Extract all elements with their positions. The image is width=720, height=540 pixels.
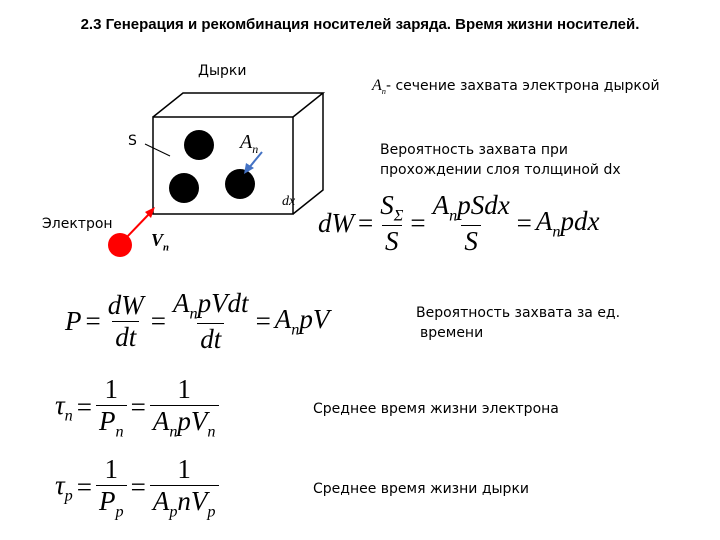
equation-tau-p: $\tau_p$ = $\frac{1}{P_p}$ = $\frac{1}{A_pnV_p}$ <box>55 454 219 521</box>
electron-label: Электрон <box>42 216 113 232</box>
tau-p-note: Среднее время жизни дырки <box>313 481 530 497</box>
s-pointer-line <box>145 144 170 156</box>
an-label: $A_n$ <box>240 131 259 156</box>
cross-section-label: $A_n-$ сечение захвата электрона дыркой <box>372 77 660 96</box>
vn-label: $V_n$ <box>151 230 170 254</box>
prob-time-line2: времени <box>420 325 484 341</box>
hole-2 <box>169 173 199 203</box>
prob-layer-line1: Вероятность захвата при <box>380 142 568 158</box>
prob-layer-line2: прохождении слоя толщиной dx <box>380 162 621 178</box>
velocity-arrow <box>126 213 150 238</box>
equation-p: P = $\frac{dW}{dt}$ = $\frac{A_npVdt}{dt}$ = $A_npV$ <box>65 288 330 355</box>
equation-tau-n: $\tau_n$ = $\frac{1}{P_n}$ = $\frac{1}{A_npV_n}$ <box>55 374 219 441</box>
hole-1 <box>184 130 214 160</box>
equation-dw: dW = $\frac{S_\Sigma}{S}$ = $\frac{A_npSdx}{S}$ = $A_npdx$ <box>318 190 600 257</box>
s-label: S <box>128 133 137 149</box>
cube-top-face <box>153 93 323 117</box>
hole-3 <box>225 169 255 199</box>
holes-label: Дырки <box>198 63 247 79</box>
prob-layer-note <box>380 140 621 180</box>
cube-front-face <box>153 117 296 214</box>
dx-label: dx <box>282 194 296 209</box>
tau-n-note: Среднее время жизни электрона <box>313 401 559 417</box>
prob-time-note <box>416 303 620 343</box>
prob-time-line1: Вероятность захвата за ед. <box>416 305 621 321</box>
page-title: 2.3 Генерация и рекомбинация носителей заряда. Время жизни носителей. <box>80 16 640 33</box>
